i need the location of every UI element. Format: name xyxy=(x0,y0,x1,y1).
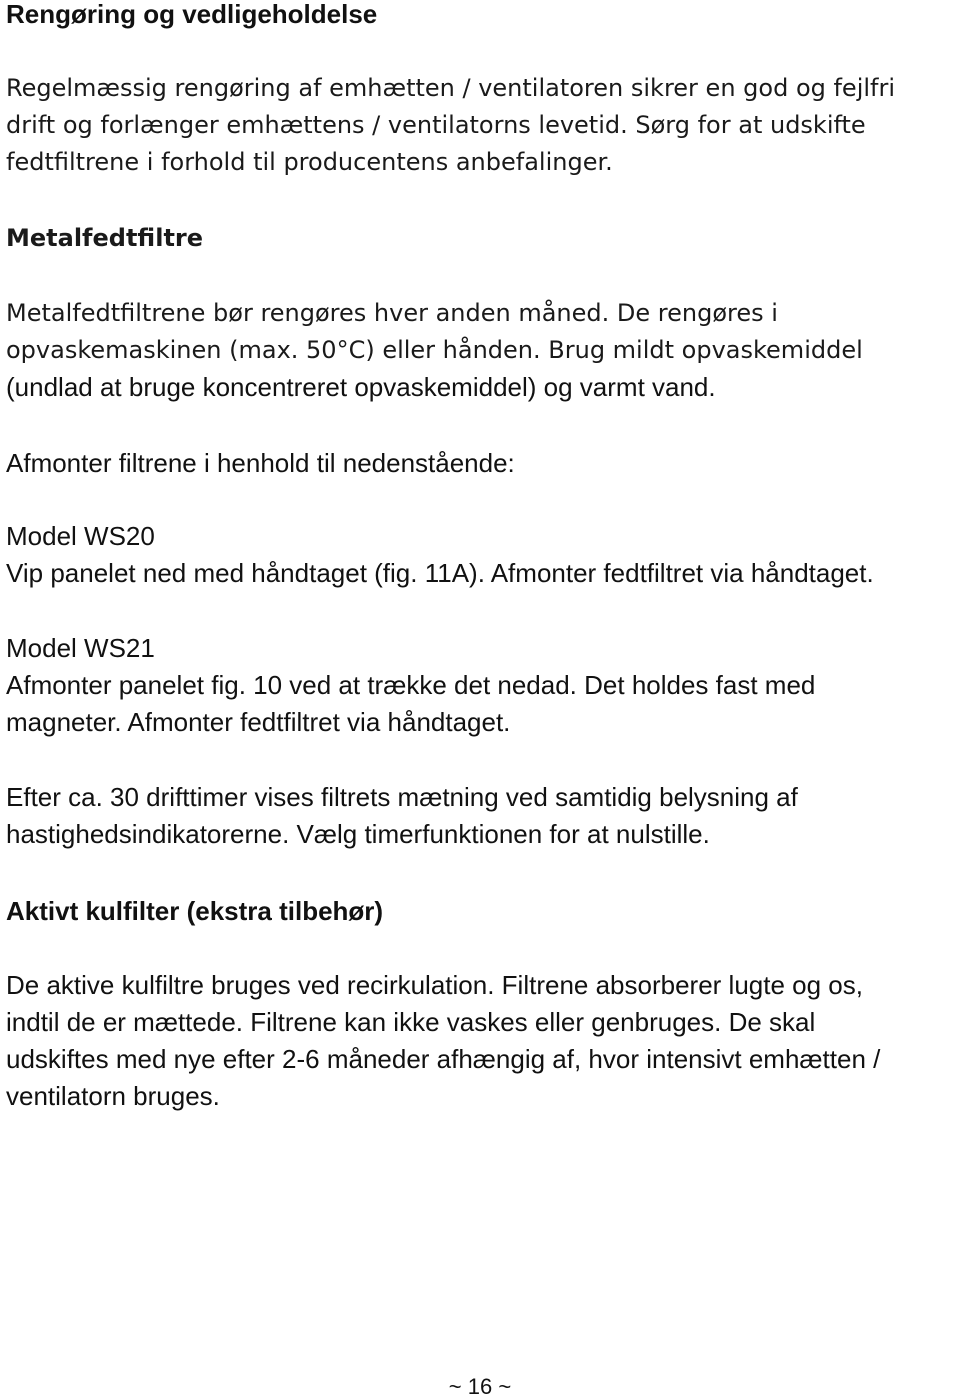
model-ws20-text: Vip panelet ned med håndtaget (fig. 11A). Afmonter fedtfiltret via håndtaget. xyxy=(6,558,874,588)
model-ws21-heading: Model WS21 xyxy=(6,633,155,663)
metal-filter-line: opvaskemaskinen (max. 50°C) eller hånden. Brug mildt opvaskemiddel xyxy=(6,336,863,364)
page-number: ~ 16 ~ xyxy=(448,1374,512,1399)
carbon-filter-line: De aktive kulfiltre bruges ved recirkulation. Filtrene absorberer lugte og os, xyxy=(6,970,863,1000)
carbon-filter-line: udskiftes med nye efter 2-6 måneder afhængig af, hvor intensivt emhætten / xyxy=(6,1044,881,1074)
carbon-filter-heading xyxy=(6,893,956,930)
metal-filter-paragraph xyxy=(6,295,956,406)
intro-line: drift og forlænger emhættens / ventilatorns levetid. Sørg for at udskifte xyxy=(6,111,866,139)
saturation-line: Efter ca. 30 drifttimer vises filtrets mætning ved samtidig belysning af xyxy=(6,782,798,812)
carbon-filter-paragraph xyxy=(6,967,956,1115)
metal-filter-heading xyxy=(6,220,956,257)
metal-filter-line: (undlad at bruge koncentreret opvaskemiddel) og varmt vand. xyxy=(6,372,716,402)
model-ws21-section xyxy=(6,630,956,741)
page-title xyxy=(6,0,956,33)
metal-filter-heading-text: Metalfedtfiltre xyxy=(6,224,204,252)
model-ws21-line: Afmonter panelet fig. 10 ved at trække det nedad. Det holdes fast med xyxy=(6,670,816,700)
intro-line: fedtfiltrene i forhold til producentens anbefalinger. xyxy=(6,148,613,176)
saturation-paragraph xyxy=(6,779,956,853)
intro-line: Regelmæssig rengøring af emhætten / ventilatoren sikrer en god og fejlfri xyxy=(6,74,896,102)
model-ws21-line: magneter. Afmonter fedtfiltret via håndtaget. xyxy=(6,707,511,737)
carbon-filter-heading-text: Aktivt kulfilter (ekstra tilbehør) xyxy=(6,896,384,926)
carbon-filter-line: indtil de er mættede. Filtrene kan ikke vaskes eller genbruges. De skal xyxy=(6,1007,816,1037)
intro-paragraph xyxy=(6,70,956,181)
metal-filter-line: Metalfedtfiltrene bør rengøres hver anden måned. De rengøres i xyxy=(6,299,778,327)
model-ws20-heading: Model WS20 xyxy=(6,521,155,551)
dismount-instruction-text: Afmonter filtrene i henhold til nedenstående: xyxy=(6,448,515,478)
dismount-instruction xyxy=(6,445,956,482)
saturation-line: hastighedsindikatorerne. Vælg timerfunktionen for at nulstille. xyxy=(6,819,710,849)
carbon-filter-line: ventilatorn bruges. xyxy=(6,1081,220,1111)
model-ws20-section xyxy=(6,518,956,592)
page-title-text: Rengøring og vedligeholdelse xyxy=(6,0,378,29)
